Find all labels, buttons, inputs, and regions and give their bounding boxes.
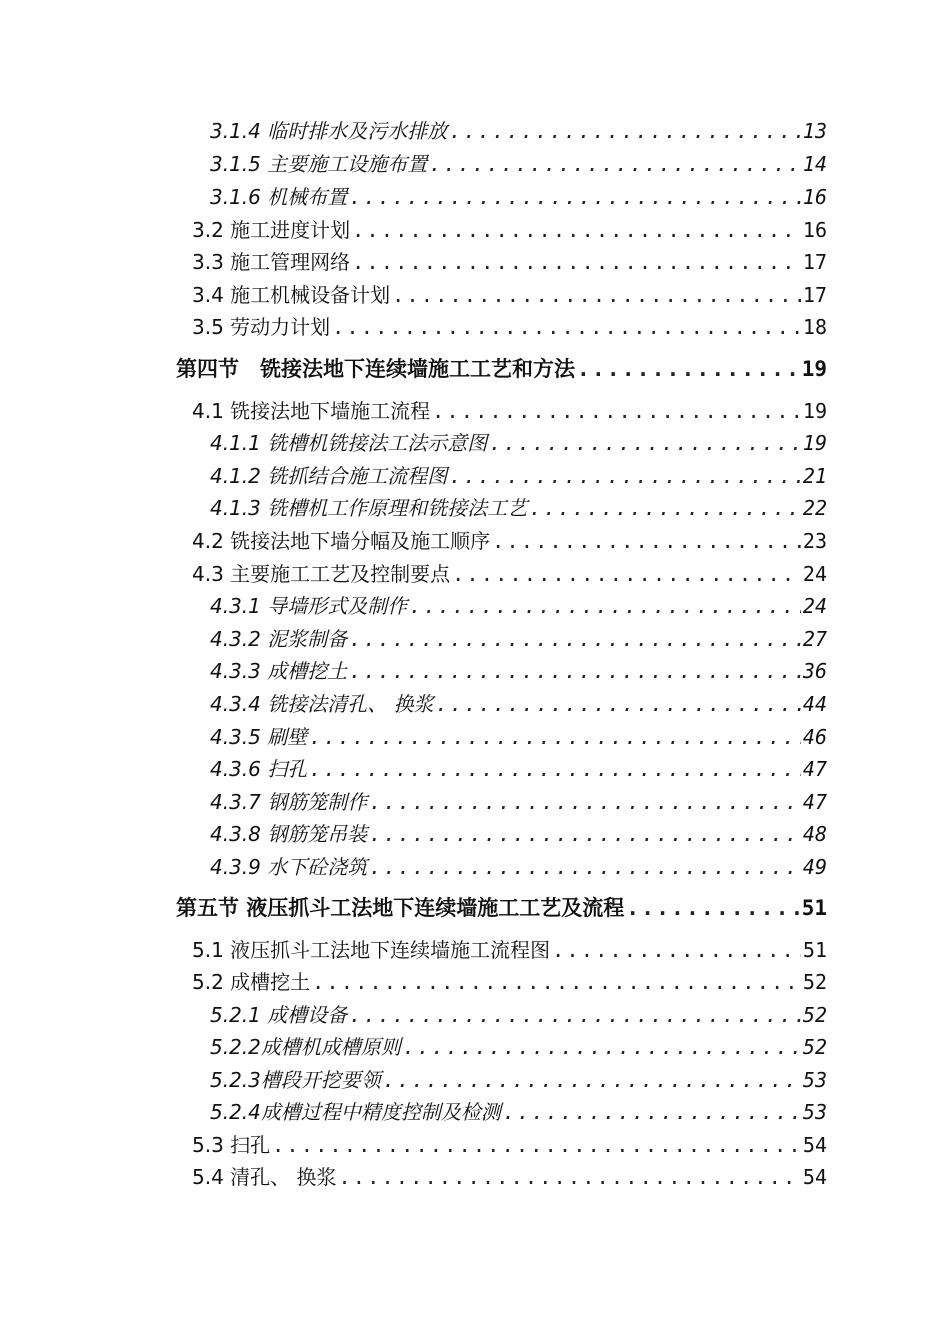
toc-leader-dots bbox=[447, 121, 801, 141]
toc-entry[interactable] bbox=[210, 1102, 827, 1122]
toc-entry[interactable] bbox=[192, 1135, 827, 1155]
toc-leader-dots bbox=[367, 792, 801, 812]
toc-page-number: 52 bbox=[802, 1003, 827, 1027]
toc-page-number: 27 bbox=[802, 627, 827, 651]
toc-page-number: 47 bbox=[802, 757, 827, 781]
toc-leader-dots bbox=[434, 694, 801, 714]
toc-entry-title: 3.3 施工管理网络 bbox=[192, 250, 351, 274]
toc-leader-dots bbox=[527, 498, 801, 518]
toc-page-number: 13 bbox=[802, 119, 827, 143]
toc-leader-dots bbox=[390, 285, 801, 305]
toc-leader-dots bbox=[307, 759, 801, 779]
toc-page-number: 46 bbox=[802, 725, 827, 749]
toc-page-number: 17 bbox=[802, 283, 827, 307]
toc-leader-dots bbox=[310, 972, 801, 992]
toc-page-number: 24 bbox=[802, 594, 827, 618]
toc-entry[interactable] bbox=[210, 154, 827, 174]
toc-leader-dots bbox=[307, 727, 801, 747]
toc-leader-dots bbox=[350, 252, 801, 272]
toc-page-number: 54 bbox=[802, 1165, 827, 1189]
toc-entry-title: 3.4 施工机械设备计划 bbox=[192, 283, 391, 307]
toc-page-number: 54 bbox=[802, 1133, 827, 1157]
toc-page-number: 17 bbox=[802, 250, 827, 274]
toc-leader-dots bbox=[624, 898, 799, 919]
toc-entry-title: 第四节 铣接法地下连续墙施工工艺和方法 bbox=[176, 357, 575, 381]
toc-entry-title: 3.2 施工进度计划 bbox=[192, 218, 351, 242]
toc-entry[interactable] bbox=[210, 433, 827, 453]
toc-leader-dots bbox=[575, 359, 800, 380]
toc-entry-title: 3.1.5 主要施工设施布置 bbox=[210, 152, 428, 176]
toc-entry[interactable] bbox=[192, 317, 827, 337]
toc-entry-title: 3.1.4 临时排水及污水排放 bbox=[210, 119, 448, 143]
toc-leader-dots bbox=[347, 1005, 801, 1025]
toc-entry[interactable] bbox=[176, 898, 827, 919]
toc-entry[interactable] bbox=[210, 857, 827, 877]
toc-entry-title: 4.1 铣接法地下墙施工流程 bbox=[192, 399, 431, 423]
toc-entry[interactable] bbox=[192, 564, 827, 584]
toc-leader-dots bbox=[430, 401, 801, 421]
toc-entry[interactable] bbox=[210, 466, 827, 486]
toc-entry[interactable] bbox=[192, 401, 827, 421]
toc-leader-dots bbox=[450, 564, 801, 584]
toc-entry-title: 3.1.6 机械布置 bbox=[210, 185, 348, 209]
toc-leader-dots bbox=[367, 824, 801, 844]
toc-entry[interactable] bbox=[192, 1167, 827, 1187]
toc-leader-dots bbox=[487, 433, 801, 453]
toc-page-number: 51 bbox=[802, 938, 827, 962]
toc-page-number: 52 bbox=[802, 970, 827, 994]
toc-entry[interactable] bbox=[210, 1070, 827, 1090]
toc-entry[interactable] bbox=[210, 629, 827, 649]
toc-entry[interactable] bbox=[210, 1005, 827, 1025]
toc-entry[interactable] bbox=[192, 285, 827, 305]
toc-page-number: 16 bbox=[802, 185, 827, 209]
toc-entry[interactable] bbox=[192, 531, 827, 551]
toc-entry-title: 4.3.9 水下砼浇筑 bbox=[210, 855, 368, 879]
toc-entry[interactable] bbox=[210, 498, 827, 518]
toc-entry[interactable] bbox=[192, 940, 827, 960]
toc-leader-dots bbox=[427, 154, 801, 174]
toc-page-number: 19 bbox=[802, 399, 827, 423]
toc-entry-title: 5.2.3槽段开挖要领 bbox=[210, 1068, 381, 1092]
toc-entry[interactable] bbox=[210, 661, 827, 681]
toc-entry-title: 5.2.4成槽过程中精度控制及检测 bbox=[210, 1100, 501, 1124]
toc-page-number: 14 bbox=[802, 152, 827, 176]
toc-entry-title: 4.1.2 铣抓结合施工流程图 bbox=[210, 464, 448, 488]
toc-page-number: 36 bbox=[802, 659, 827, 683]
toc-page-number: 16 bbox=[802, 218, 827, 242]
toc-leader-dots bbox=[550, 940, 801, 960]
toc-page-number: 24 bbox=[802, 562, 827, 586]
toc-leader-dots bbox=[337, 1167, 801, 1187]
toc-leader-dots bbox=[490, 531, 801, 551]
toc-page-number: 53 bbox=[802, 1100, 827, 1124]
toc-page-number: 18 bbox=[802, 315, 827, 339]
toc-entry[interactable] bbox=[192, 220, 827, 240]
toc-entry[interactable] bbox=[176, 359, 827, 380]
toc-leader-dots bbox=[347, 661, 801, 681]
toc-entry-title: 4.1.3 铣槽机工作原理和铣接法工艺 bbox=[210, 496, 528, 520]
toc-leader-dots bbox=[501, 1102, 801, 1122]
toc-entry-title: 第五节 液压抓斗工法地下连续墙施工工艺及流程 bbox=[176, 896, 625, 920]
toc-entry-title: 4.3.3 成槽挖土 bbox=[210, 659, 348, 683]
toc-page-number: 53 bbox=[802, 1068, 827, 1092]
toc-page-number: 44 bbox=[802, 692, 827, 716]
toc-page-number: 51 bbox=[801, 896, 827, 920]
toc-entry[interactable] bbox=[210, 596, 827, 616]
toc-entry[interactable] bbox=[210, 121, 827, 141]
toc-entry-title: 5.2 成槽挖土 bbox=[192, 970, 311, 994]
toc-page-number: 48 bbox=[802, 822, 827, 846]
toc-page-number: 19 bbox=[801, 357, 827, 381]
toc-entry-title: 5.2.1 成槽设备 bbox=[210, 1003, 348, 1027]
toc-entry-title: 4.3.8 钢筋笼吊装 bbox=[210, 822, 368, 846]
toc-leader-dots bbox=[367, 857, 801, 877]
toc-entry-title: 4.3.7 钢筋笼制作 bbox=[210, 790, 368, 814]
toc-entry-title: 5.3 扫孔 bbox=[192, 1133, 271, 1157]
toc-entry-title: 4.3.6 扫孔 bbox=[210, 757, 308, 781]
toc-entry-title: 4.1.1 铣槽机铣接法工法示意图 bbox=[210, 431, 488, 455]
toc-leader-dots bbox=[270, 1135, 801, 1155]
toc-entry-title: 5.4 清孔、 换浆 bbox=[192, 1165, 337, 1189]
toc-leader-dots bbox=[330, 317, 801, 337]
toc-entry-title: 5.1 液压抓斗工法地下连续墙施工流程图 bbox=[192, 938, 551, 962]
toc-entry[interactable] bbox=[210, 759, 827, 779]
toc-page-number: 23 bbox=[802, 529, 827, 553]
toc-page-number: 21 bbox=[802, 464, 827, 488]
toc-entry[interactable] bbox=[210, 694, 827, 714]
toc-leader-dots bbox=[347, 187, 801, 207]
toc-entry-title: 4.3.4 铣接法清孔、 换浆 bbox=[210, 692, 434, 716]
toc-leader-dots bbox=[401, 1037, 801, 1057]
toc-entry-title: 5.2.2成槽机成槽原则 bbox=[210, 1035, 401, 1059]
toc-entry-title: 4.3 主要施工工艺及控制要点 bbox=[192, 562, 451, 586]
toc-entry-title: 4.3.2 泥浆制备 bbox=[210, 627, 348, 651]
toc-leader-dots bbox=[407, 596, 801, 616]
toc-entry[interactable] bbox=[210, 1037, 827, 1057]
toc-leader-dots bbox=[350, 220, 801, 240]
toc-entry-title: 4.2 铣接法地下墙分幅及施工顺序 bbox=[192, 529, 491, 553]
toc-entry[interactable] bbox=[192, 252, 827, 272]
toc-entry[interactable] bbox=[210, 824, 827, 844]
toc-leader-dots bbox=[447, 466, 801, 486]
toc-entry[interactable] bbox=[210, 187, 827, 207]
toc-entry-title: 3.5 劳动力计划 bbox=[192, 315, 331, 339]
toc-page-number: 47 bbox=[802, 790, 827, 814]
toc-entry[interactable] bbox=[210, 727, 827, 747]
toc-page-number: 52 bbox=[802, 1035, 827, 1059]
toc-leader-dots bbox=[347, 629, 801, 649]
toc-page-number: 22 bbox=[802, 496, 827, 520]
toc-page-number: 19 bbox=[802, 431, 827, 455]
toc-entry[interactable] bbox=[210, 792, 827, 812]
toc-leader-dots bbox=[381, 1070, 801, 1090]
toc-entry[interactable] bbox=[192, 972, 827, 992]
toc-entry-title: 4.3.5 刷壁 bbox=[210, 725, 308, 749]
toc-page-number: 49 bbox=[802, 855, 827, 879]
toc-entry-title: 4.3.1 导墙形式及制作 bbox=[210, 594, 408, 618]
